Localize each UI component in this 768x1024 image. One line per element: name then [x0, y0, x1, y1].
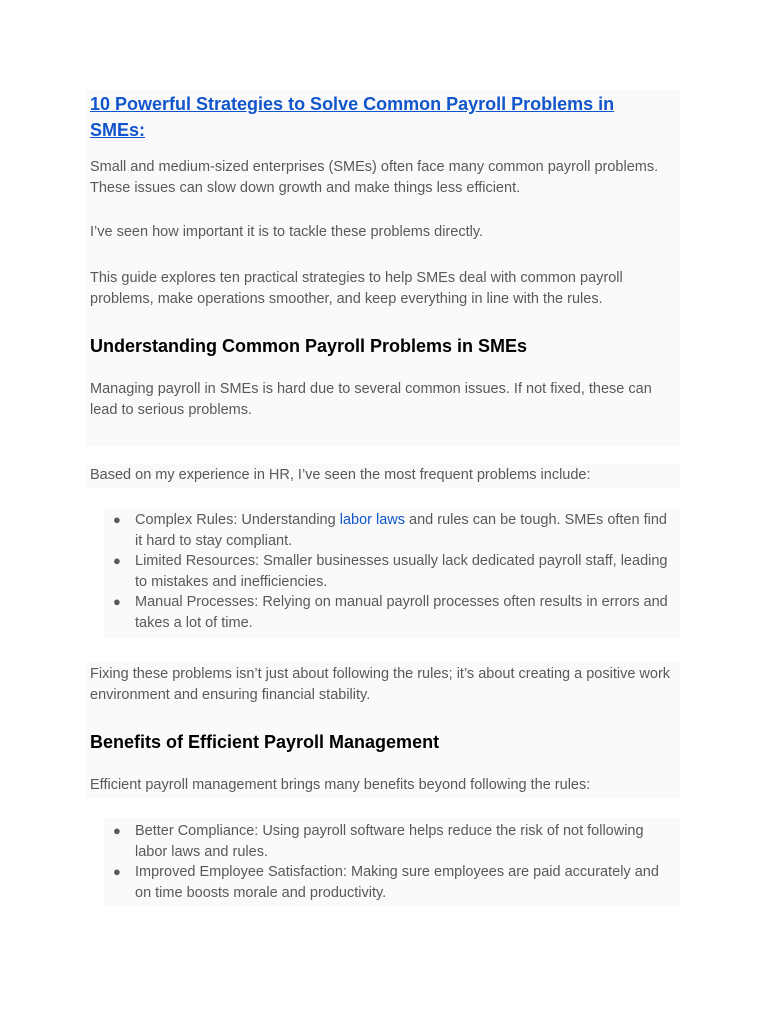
- problems-list: [0, 510, 675, 633]
- list-item: [0, 862, 675, 903]
- document-title-link[interactable]: 10 Powerful Strategies to Solve Common Payroll Problems in SMEs:: [90, 94, 615, 140]
- bullet-icon: ●: [113, 864, 121, 879]
- section-heading-understanding: Understanding Common Payroll Problems in SMEs: [90, 336, 528, 356]
- list-item: [0, 821, 675, 862]
- list-item-text: Better Compliance: Using payroll software helps reduce the risk of not following labor laws and rules.: [135, 823, 644, 860]
- list-item-text: Complex Rules: Understanding: [135, 512, 340, 528]
- bullet-icon: ●: [113, 823, 121, 838]
- bullet-icon: ●: [113, 553, 121, 568]
- list-item-text: Manual Processes: Relying on manual payroll processes often results in errors and takes a lot of time.: [135, 594, 668, 631]
- section-heading-benefits: Benefits of Efficient Payroll Management: [90, 732, 440, 752]
- list-item: [0, 510, 675, 551]
- bullet-icon: ●: [113, 512, 121, 527]
- list-item: [0, 551, 675, 592]
- benefits-list: [0, 821, 675, 903]
- labor-laws-link[interactable]: labor laws: [339, 512, 405, 528]
- section2-paragraph-1: Efficient payroll management brings many benefits beyond following the rules:: [90, 777, 591, 793]
- section1-paragraph-2: Based on my experience in HR, I’ve seen the most frequent problems include:: [90, 467, 591, 483]
- intro-paragraph-1: Small and medium-sized enterprises (SMEs) often face many common payroll problems. These issues can slow down growth and make things less efficient.: [90, 159, 659, 196]
- bullet-icon: ●: [113, 594, 121, 609]
- section1-paragraph-3: Fixing these problems isn’t just about following the rules; it’s about creating a positive work environment and ensuring financial stability.: [90, 666, 671, 703]
- list-item-text: Limited Resources: Smaller businesses usually lack dedicated payroll staff, leading to mistakes and inefficiencies.: [135, 553, 668, 590]
- list-item-text: and rules can be tough. SMEs often find it hard to stay compliant.: [135, 512, 667, 549]
- intro-paragraph-3: This guide explores ten practical strategies to help SMEs deal with common payroll problems, make operations smoother, and keep everything in line with the rules.: [90, 270, 623, 307]
- section1-paragraph-1: Managing payroll in SMEs is hard due to several common issues. If not fixed, these can lead to serious problems.: [90, 381, 652, 418]
- intro-paragraph-2: I’ve seen how important it is to tackle these problems directly.: [90, 224, 484, 240]
- list-item-text: Improved Employee Satisfaction: Making sure employees are paid accurately and on time boosts morale and productivity.: [135, 864, 659, 901]
- list-item: [0, 592, 675, 633]
